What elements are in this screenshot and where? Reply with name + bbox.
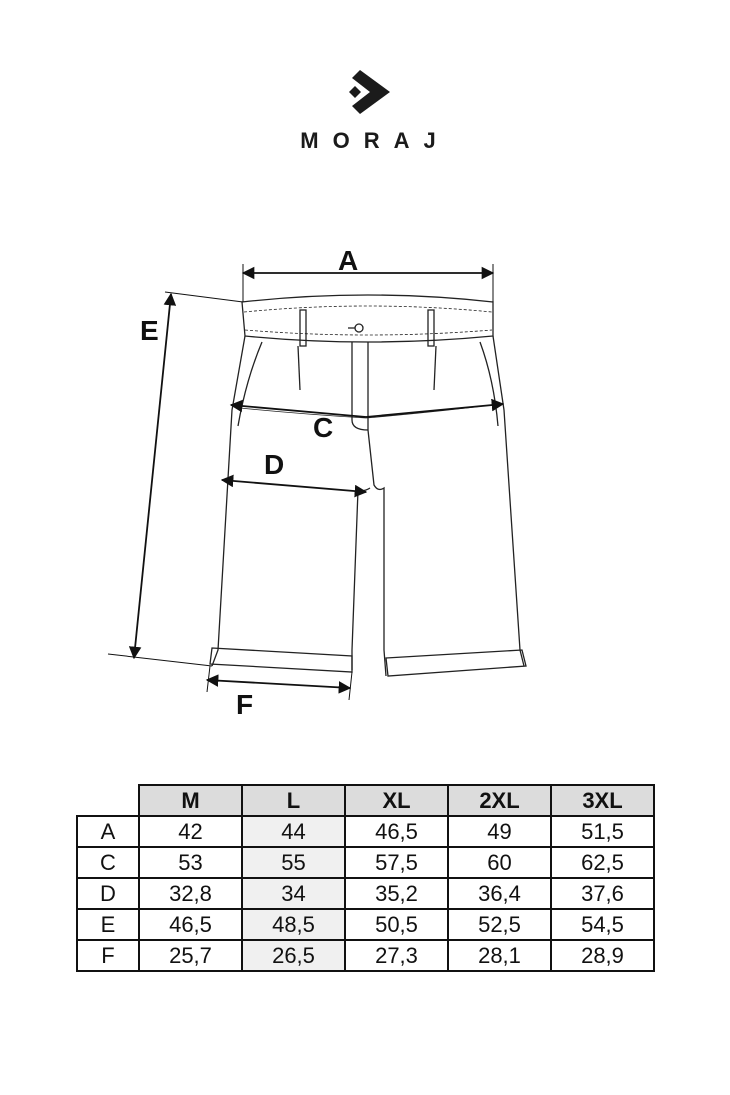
measure-d-line — [222, 480, 366, 492]
measure-e-line — [134, 294, 171, 658]
size-header-m: M — [139, 785, 242, 816]
table-cell: 53 — [139, 847, 242, 878]
table-cell: 25,7 — [139, 940, 242, 971]
table-cell: 60 — [448, 847, 551, 878]
size-header-row — [77, 785, 654, 816]
size-header-l: L — [242, 785, 345, 816]
table-cell: 55 — [242, 847, 345, 878]
right-outer-seam — [493, 336, 524, 666]
measure-f-line — [207, 680, 350, 688]
shorts-diagram — [0, 230, 730, 730]
row-label-a: A — [77, 816, 139, 847]
shorts-outline — [210, 295, 526, 676]
measure-c-line — [366, 404, 503, 417]
table-cell: 27,3 — [345, 940, 448, 971]
table-cell: 49 — [448, 816, 551, 847]
logo-dot-shape — [349, 86, 361, 98]
row-label-c: C — [77, 847, 139, 878]
table-cell: 28,9 — [551, 940, 654, 971]
size-header-2xl: 2XL — [448, 785, 551, 816]
table-cell: 28,1 — [448, 940, 551, 971]
row-label-f: F — [77, 940, 139, 971]
table-cell: 44 — [242, 816, 345, 847]
table-cell: 37,6 — [551, 878, 654, 909]
table-cell: 50,5 — [345, 909, 448, 940]
table-cell: 42 — [139, 816, 242, 847]
button-shape — [355, 324, 363, 332]
measure-a-label: A — [338, 245, 359, 276]
table-row — [77, 940, 654, 971]
table-cell: 26,5 — [242, 940, 345, 971]
table-cell: 62,5 — [551, 847, 654, 878]
table-cell: 34 — [242, 878, 345, 909]
size-header-3xl: 3XL — [551, 785, 654, 816]
measure-e-label: E — [140, 315, 159, 346]
size-table — [76, 784, 655, 972]
table-cell: 46,5 — [139, 909, 242, 940]
row-label-e: E — [77, 909, 139, 940]
measure-c-label: C — [313, 412, 334, 443]
table-cell: 48,5 — [242, 909, 345, 940]
table-row — [77, 909, 654, 940]
size-header-xl: XL — [345, 785, 448, 816]
measure-f-label: F — [236, 689, 254, 720]
table-cell: 52,5 — [448, 909, 551, 940]
left-cuff-shape — [210, 648, 352, 672]
row-label-d: D — [77, 878, 139, 909]
table-cell: 54,5 — [551, 909, 654, 940]
table-cell: 51,5 — [551, 816, 654, 847]
table-row — [77, 847, 654, 878]
table-row — [77, 816, 654, 847]
table-corner-cell — [77, 785, 139, 816]
table-cell: 57,5 — [345, 847, 448, 878]
table-cell: 36,4 — [448, 878, 551, 909]
table-row — [77, 878, 654, 909]
table-cell: 46,5 — [345, 816, 448, 847]
measure-d-label: D — [264, 449, 285, 480]
table-cell: 35,2 — [345, 878, 448, 909]
table-cell: 32,8 — [139, 878, 242, 909]
right-cuff-shape — [386, 650, 526, 676]
left-outer-seam — [212, 336, 245, 666]
brand-name: MORAJ — [300, 128, 450, 153]
